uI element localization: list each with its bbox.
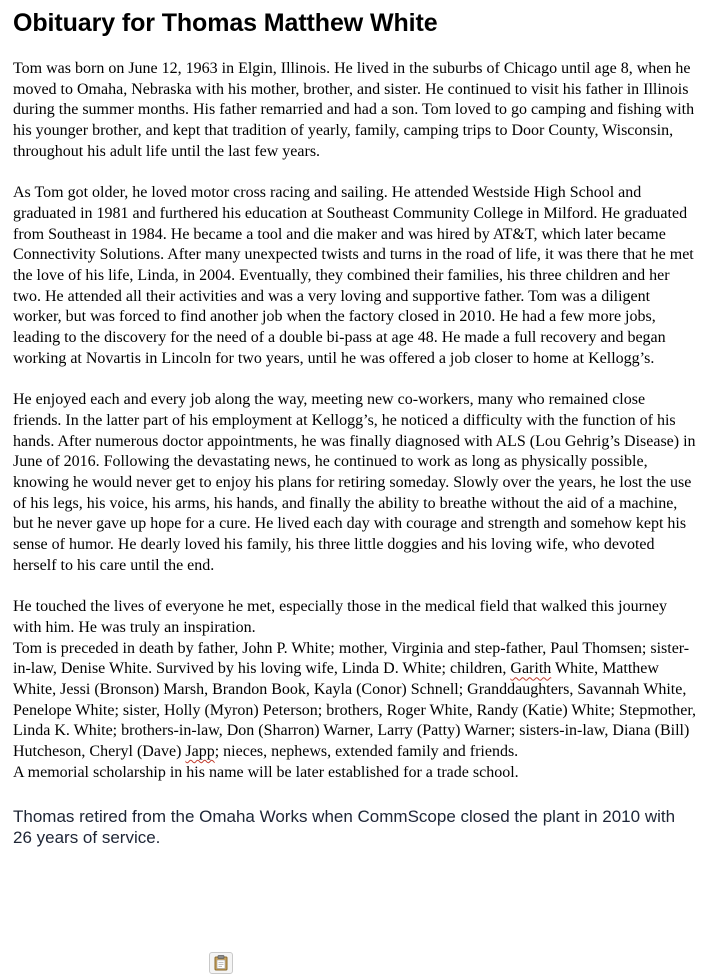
paragraph-illness: He enjoyed each and every job along the way, meeting new co-workers, many who remained close friends. In the latter part of his employment at Kellogg’s, he noticed a difficulty with the function of his hands. After numerous doctor appointments, he was finally diagnosed with ALS (Lou Gehrig’s Disease) in June of 2016. Following the devastating news, he continued to work as long as physically possible, knowing he would never get to enjoy his plans for retiring someday. Slowly over the years, he lost the use of his legs, his voice, his arms, his hands, and finally the ability to breathe without the aid of a machine, but he never gave up hope for a cure. He lived each day with courage and strength and somehow kept his sense of humor. He dearly loved his family, his three little doggies and his loving wife, who devoted herself to his care until the end. — [13, 391, 696, 574]
paragraph-memorial: A memorial scholarship in his name will be later established for a trade school. — [13, 763, 519, 781]
paragraph-early-life: Tom was born on June 12, 1963 in Elgin, Illinois. He lived in the suburbs of Chicago until age 8, when he moved to Omaha, Nebraska with his mother, brother, and sister. He continued to visit his father in Illinois during the summer months. His father remarried and had a son. Tom loved to go camping and fishing with his younger brother, and kept that tradition of yearly, family, camping trips to Door County, Wisconsin, throughout his adult life until the last few years. — [13, 60, 695, 160]
page-title: Obituary for Thomas Matthew White — [13, 9, 438, 37]
paste-options-button[interactable] — [209, 952, 233, 974]
paragraph-retirement: Thomas retired from the Omaha Works when CommScope closed the plant in 2010 with 26 years of service. — [13, 806, 676, 848]
spellcheck-word-garith[interactable]: Garith — [510, 660, 552, 678]
clipboard-icon — [214, 955, 228, 971]
paragraph-career: As Tom got older, he loved motor cross racing and sailing. He attended Westside High School and graduated in 1981 and furthered his education at Southeast Community College in Milford. He graduated from Southeast in 1984. He became a tool and die maker and was hired by AT&T, which later became Connectivity Solutions. After many unexpected twists and turns in the road of life, it was there that he met the love of his life, Linda, in 2004. Eventually, they combined their families, his three children and her two. He attended all their activities and was a very loving and supportive father. Tom was a diligent worker, but was forced to find another job when the factory closed in 2010. He had a few more jobs, leading to the discovery for the need of a double bi-pass at age 48. He made a full recovery and began working at Novartis in Lincoln for two years, until he was offered a job closer to home at Kellogg’s. — [13, 184, 694, 367]
survivors-text-3: ; nieces, nephews, extended family and friends. — [214, 743, 519, 761]
survivors-text-1: Tom is preceded in death by father, John P. White; mother, Virginia and step-father, Paul Thomsen; sister-in-law, Denise White. Survived by his loving wife, Linda D. White; children, — [13, 639, 690, 678]
survivors-text-2: White, Matthew White, Jessi (Bronson) Marsh, Brandon Book, Kayla (Conor) Schnell; Granddaughters, Savannah White, Penelope White; sister, Holly (Myron) Peterson; brothers, Roger White, Randy (Katie) White; Stepmother, Linda K. White; brothers-in-law, Don (Sharron) Warner, Larry (Patty) Warner; sisters-in-law, Diana (Bill) Hutcheson, Cheryl (Dave) — [13, 660, 697, 761]
spellcheck-word-japp[interactable]: Japp — [185, 743, 215, 761]
paragraph-touched: He touched the lives of everyone he met, especially those in the medical field that walked this journey with him. He was truly an inspiration. — [13, 598, 668, 636]
document-body — [13, 8, 697, 849]
paragraph-survivors — [13, 639, 697, 763]
